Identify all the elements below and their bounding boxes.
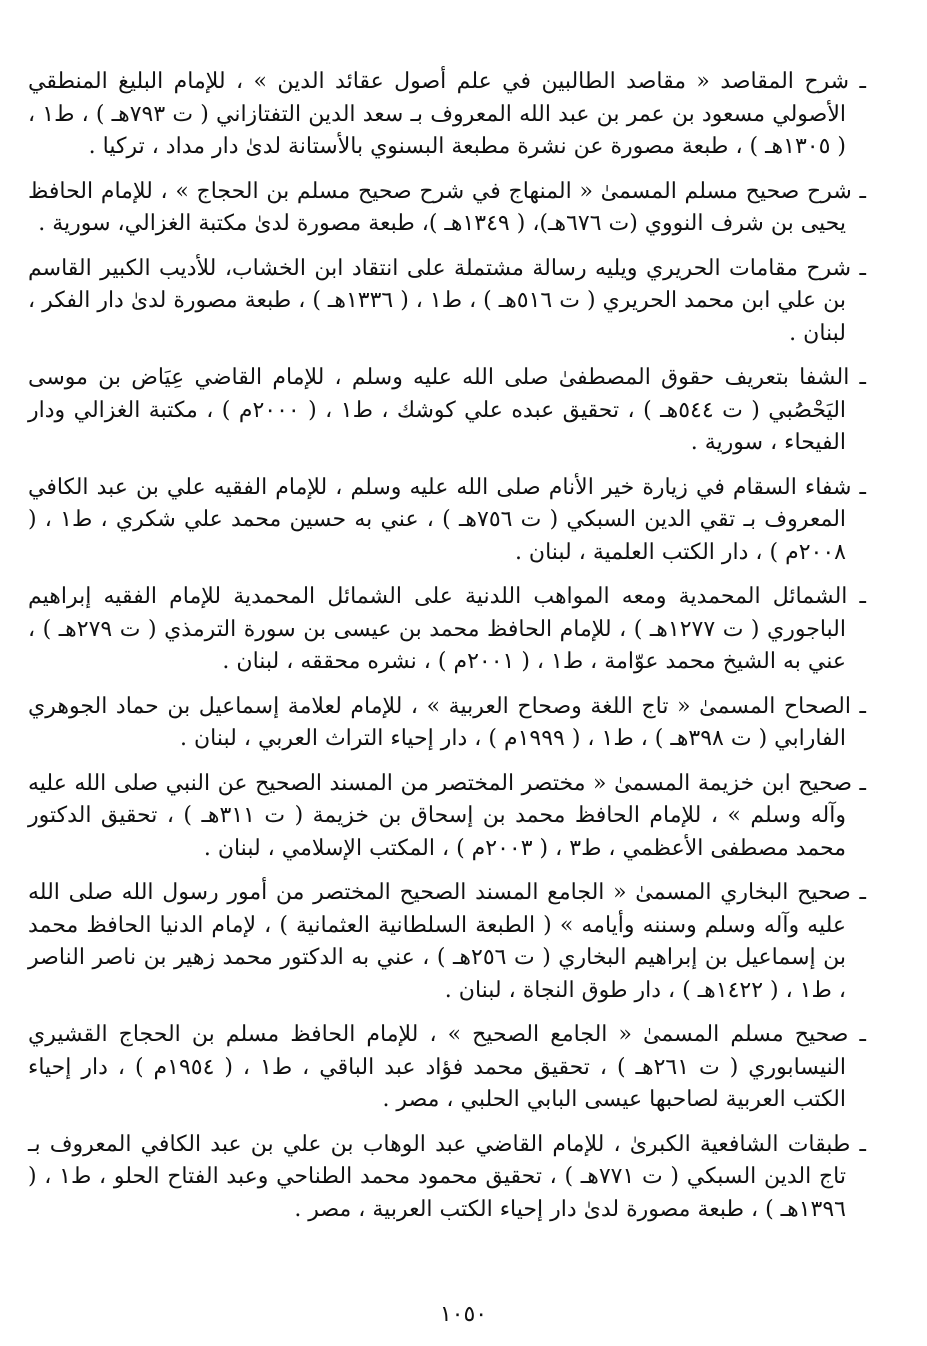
entry-text: ـ الشمائل المحمدية ومعه المواهب اللدنية على الشمائل المحمدية للإمام الفقيه إبراهيم الباجوري ( ت ١٢٧٧هـ ) ، للإمام الحافظ محمد بن عيسى بن سورة الترمذي ( ت ٢٧٩هـ ) ، عني به الشيخ محمد عوّامة ، ط١ ، ( ٢٠٠١م ) ، نشره محققه ، لبنان .: [28, 584, 866, 674]
bibliography-entry: [28, 768, 866, 866]
bibliography-entry: [28, 691, 866, 756]
bibliography-entry: [28, 253, 866, 351]
entry-text: ـ شرح المقاصد « مقاصد الطالبين في علم أصول عقائد الدين » ، للإمام البليغ المنطقي الأصولي مسعود بن عمر بن عبد الله المعروف بـ سعد الدين التفتازاني ( ت ٧٩٣هـ ) ، ط١ ، ( ١٣٠٥هـ ) ، طبعة مصورة عن نشرة مطبعة البسنوي بالأستانة لدىٰ دار مداد ، تركيا .: [28, 69, 866, 159]
entry-text: ـ طبقات الشافعية الكبرىٰ ، للإمام القاضي عبد الوهاب بن علي بن عبد الكافي المعروف بـ تاج الدين السبكي ( ت ٧٧١هـ ) ، تحقيق محمود محمد الطناحي وعبد الفتاح الحلو ، ط١ ، ( ١٣٩٦هـ ) ، طبعة مصورة لدىٰ دار إحياء الكتب العربية ، مصر .: [28, 1131, 866, 1222]
bibliography-entry: [28, 1019, 866, 1117]
bibliography-entry: [28, 472, 866, 570]
bibliography-page: [28, 66, 866, 1238]
entry-text: ـ الصحاح المسمىٰ « تاج اللغة وصحاح العربية » ، للإمام لعلامة إسماعيل بن حماد الجوهري الفارابي ( ت ٣٩٨هـ ) ، ط١ ، ( ١٩٩٩م ) ، دار إحياء التراث العربي ، لبنان .: [28, 693, 866, 751]
entry-text: ـ شفاء السقام في زيارة خير الأنام صلى الله عليه وسلم ، للإمام الفقيه علي بن عبد الكافي المعروف بـ تقي الدين السبكي ( ت ٧٥٦هـ ) ، عني به حسين محمد علي شكري ، ط١ ، ( ٢٠٠٨م ) ، دار الكتب العلمية ، لبنان .: [28, 474, 866, 565]
bibliography-entry: [28, 362, 866, 460]
bibliography-entry: [28, 877, 866, 1007]
bibliography-entry: [28, 1129, 866, 1227]
bibliography-entry: [28, 66, 866, 164]
entry-text: ـ صحيح البخاري المسمىٰ « الجامع المسند الصحيح المختصر من أمور رسول الله صلى الله عليه وآله وسلم وسننه وأيامه » ( الطبعة السلطانية العثمانية ) ، لإمام الدنيا الحافظ محمد بن إسماعيل بن إبراهيم البخاري ( ت ٢٥٦هـ ) ، عني به الدكتور محمد زهير بن ناصر الناصر ، ط١ ، ( ١٤٢٢هـ ) ، دار طوق النجاة ، لبنان .: [28, 880, 866, 1003]
entry-text: ـ صحيح ابن خزيمة المسمىٰ « مختصر المختصر من المسند الصحيح عن النبي صلى الله عليه وآله وسلم » ، للإمام الحافظ محمد بن إسحاق بن خزيمة ( ت ٣١١هـ ) ، تحقيق الدكتور محمد مصطفى الأعظمي ، ط٣ ، ( ٢٠٠٣م ) ، المكتب الإسلامي ، لبنان .: [28, 770, 866, 861]
page-number: ١٠٥٠: [439, 1302, 488, 1327]
entry-text: ـ شرح مقامات الحريري ويليه رسالة مشتملة على انتقاد ابن الخشاب، للأديب الكبير القاسم بن علي ابن محمد الحريري ( ت ٥١٦هـ ) ، ط١ ، ( ١٣٣٦هـ ) ، طبعة مصورة لدىٰ دار الفكر ، لبنان .: [28, 255, 866, 346]
bibliography-entry: [28, 581, 866, 679]
entry-text: ـ صحيح مسلم المسمىٰ « الجامع الصحيح » ، للإمام الحافظ مسلم بن الحجاج القشيري النيسابوري ( ت ٢٦١هـ ) ، تحقيق محمد فؤاد عبد الباقي ، ط١ ، ( ١٩٥٤م ) ، دار إحياء الكتب العربية لصاحبها عيسى البابي الحلبي ، مصر .: [28, 1022, 866, 1112]
entry-text: ـ الشفا بتعريف حقوق المصطفىٰ صلى الله عليه وسلم ، للإمام القاضي عِيَاض بن موسى اليَحْصُبي ( ت ٥٤٤هـ ) ، تحقيق عبده علي كوشك ، ط١ ، ( ٢٠٠٠م ) ، مكتبة الغزالي ودار الفيحاء ، سورية .: [28, 365, 866, 455]
entry-text: ـ شرح صحيح مسلم المسمىٰ « المنهاج في شرح صحيح مسلم بن الحجاج » ، للإمام الحافظ يحيى بن شرف النووي (ت ٦٧٦هـ)، ( ١٣٤٩هـ )، طبعة مصورة لدىٰ مكتبة الغزالي، سورية .: [28, 178, 866, 236]
bibliography-entry: [28, 176, 866, 241]
